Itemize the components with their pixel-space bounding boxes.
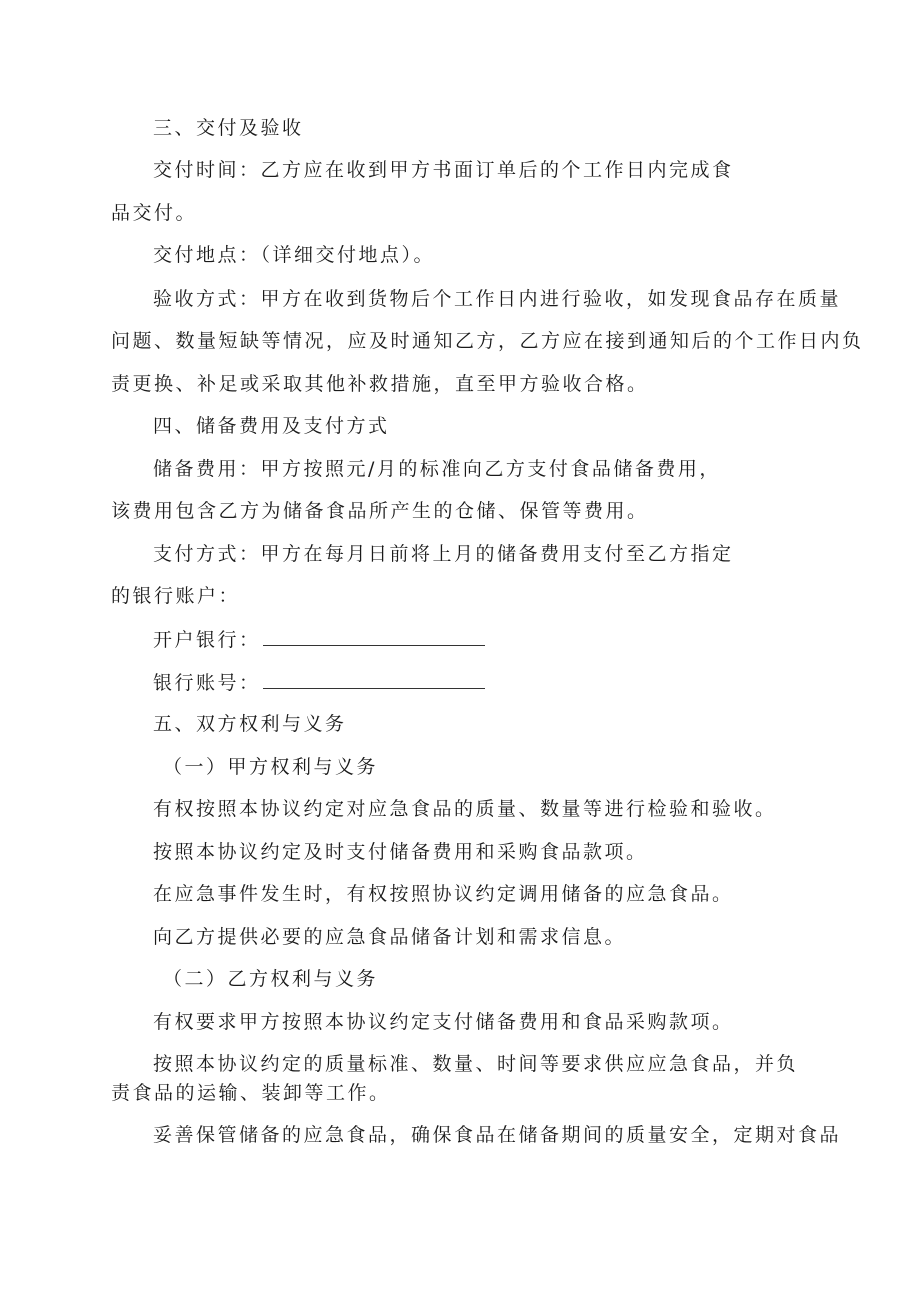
fee-line2: 该费用包含乙方为储备食品所产生的仓储、保管等费用。 <box>111 500 649 522</box>
bank-name-row <box>153 627 485 652</box>
payment-line2: 的银行账户： <box>111 585 241 607</box>
party-a-item: 有权按照本协议约定对应急食品的质量、数量等进行检验和验收。 <box>153 798 777 820</box>
fee-line1: 储备费用：甲方按照元/月的标准向乙方支付食品储备费用， <box>153 458 721 480</box>
acceptance-line3: 责更换、补足或采取其他补救措施，直至甲方验收合格。 <box>111 373 649 395</box>
party-b-item3-line1: 妥善保管储备的应急食品，确保食品在储备期间的质量安全，定期对食品 <box>153 1124 842 1146</box>
party-b-item2-line1: 按照本协议约定的质量标准、数量、时间等要求供应应急食品，并负 <box>153 1053 799 1075</box>
acceptance-line2: 问题、数量短缺等情况，应及时通知乙方，乙方应在接到通知后的个工作日内负 <box>111 330 864 352</box>
bank-account-blank <box>263 670 485 689</box>
payment-line1: 支付方式：甲方在每月日前将上月的储备费用支付至乙方指定 <box>153 543 734 565</box>
party-a-item: 按照本协议约定及时支付储备费用和采购食品款项。 <box>153 841 648 863</box>
party-b-item1: 有权要求甲方按照本协议约定支付储备费用和食品采购款项。 <box>153 1011 734 1033</box>
section4-heading: 四、储备费用及支付方式 <box>153 415 390 437</box>
party-a-heading: （一）甲方权利与义务 <box>163 756 379 778</box>
delivery-time-line1: 交付时间：乙方应在收到甲方书面订单后的个工作日内完成食 <box>153 159 734 181</box>
delivery-place: 交付地点：（详细交付地点）。 <box>153 244 436 266</box>
party-a-item: 向乙方提供必要的应急食品储备计划和需求信息。 <box>153 926 627 948</box>
party-b-item2-line2: 责食品的运输、装卸等工作。 <box>111 1082 391 1104</box>
bank-name-blank <box>263 627 485 646</box>
bank-name-label: 开户银行： <box>153 629 261 651</box>
section3-heading: 三、交付及验收 <box>153 117 304 139</box>
acceptance-line1: 验收方式：甲方在收到货物后个工作日内进行验收，如发现食品存在质量 <box>153 288 842 310</box>
bank-account-label: 银行账号： <box>153 672 261 694</box>
section5-heading: 五、双方权利与义务 <box>153 713 347 735</box>
party-b-heading: （二）乙方权利与义务 <box>163 968 379 990</box>
party-a-item: 在应急事件发生时，有权按照协议约定调用储备的应急食品。 <box>153 883 734 905</box>
bank-account-row <box>153 670 485 695</box>
delivery-time-line2: 品交付。 <box>111 202 198 224</box>
